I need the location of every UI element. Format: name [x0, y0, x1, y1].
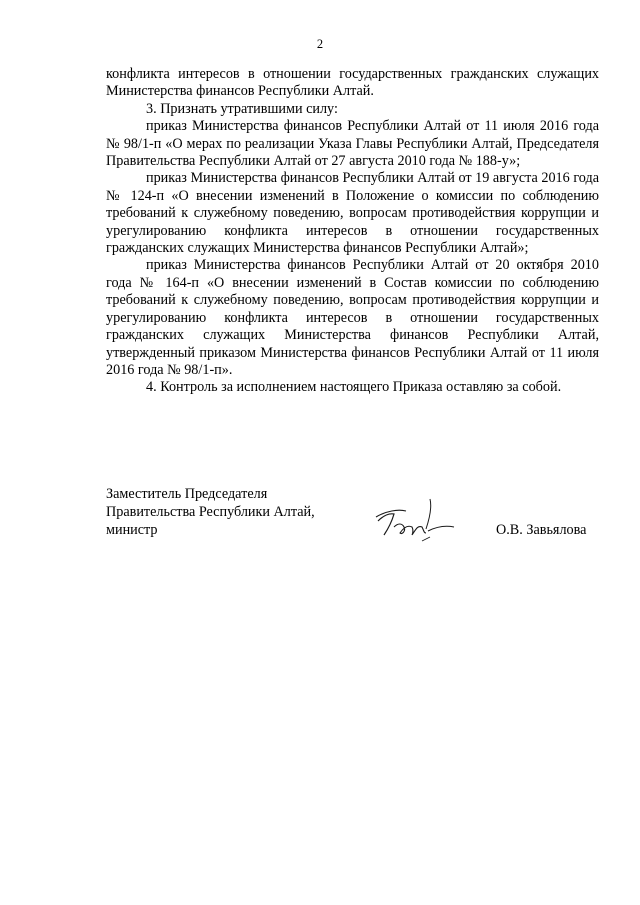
paragraph-order-98: приказ Министерства финансов Республики Алтай от 11 июля 2016 года № 98/1-п «О мерах по реализации Указа Главы Республики Алтай, Председателя Правительства Республики Алтай от 27 августа 2010 года № 188-у»;: [106, 118, 599, 170]
handwritten-signature: [372, 497, 458, 545]
signer-name: О.В. Завьялова: [496, 522, 587, 538]
document-body: [106, 66, 599, 397]
paragraph-continuation: конфликта интересов в отношении государственных гражданских служащих Министерства финансов Республики Алтай.: [106, 66, 599, 100]
page-number: 2: [316, 37, 324, 51]
paragraph-item-4: 4. Контроль за исполнением настоящего Приказа оставляю за собой.: [146, 379, 562, 396]
paragraph-item-3: 3. Признать утратившими силу:: [146, 100, 338, 117]
signer-title: Заместитель Председателя Правительства Республики Алтай, министр: [106, 486, 315, 538]
signature-block: [106, 485, 315, 539]
paragraph-order-124: приказ Министерства финансов Республики Алтай от 19 августа 2016 года № 124-п «О внесении изменений в Положение о комиссии по соблюдению требований к служебному поведению, вопросам противодействия коррупции и урегулированию конфликта интересов в отношении государственных гражданских служащих Министерства финансов Республики Алтай»;: [106, 170, 599, 257]
paragraph-order-164: приказ Министерства финансов Республики Алтай от 20 октября 2010 года № 164-п «О внесении изменений в Состав комиссии по соблюдению требований к служебному поведению, вопросам противодействия коррупции и урегулированию конфликта интересов в отношении государственных гражданских служащих Министерства финансов Республики Алтай, утвержденный приказом Министерства финансов Республики Алтай от 11 июля 2016 года № 98/1-п».: [106, 257, 599, 378]
